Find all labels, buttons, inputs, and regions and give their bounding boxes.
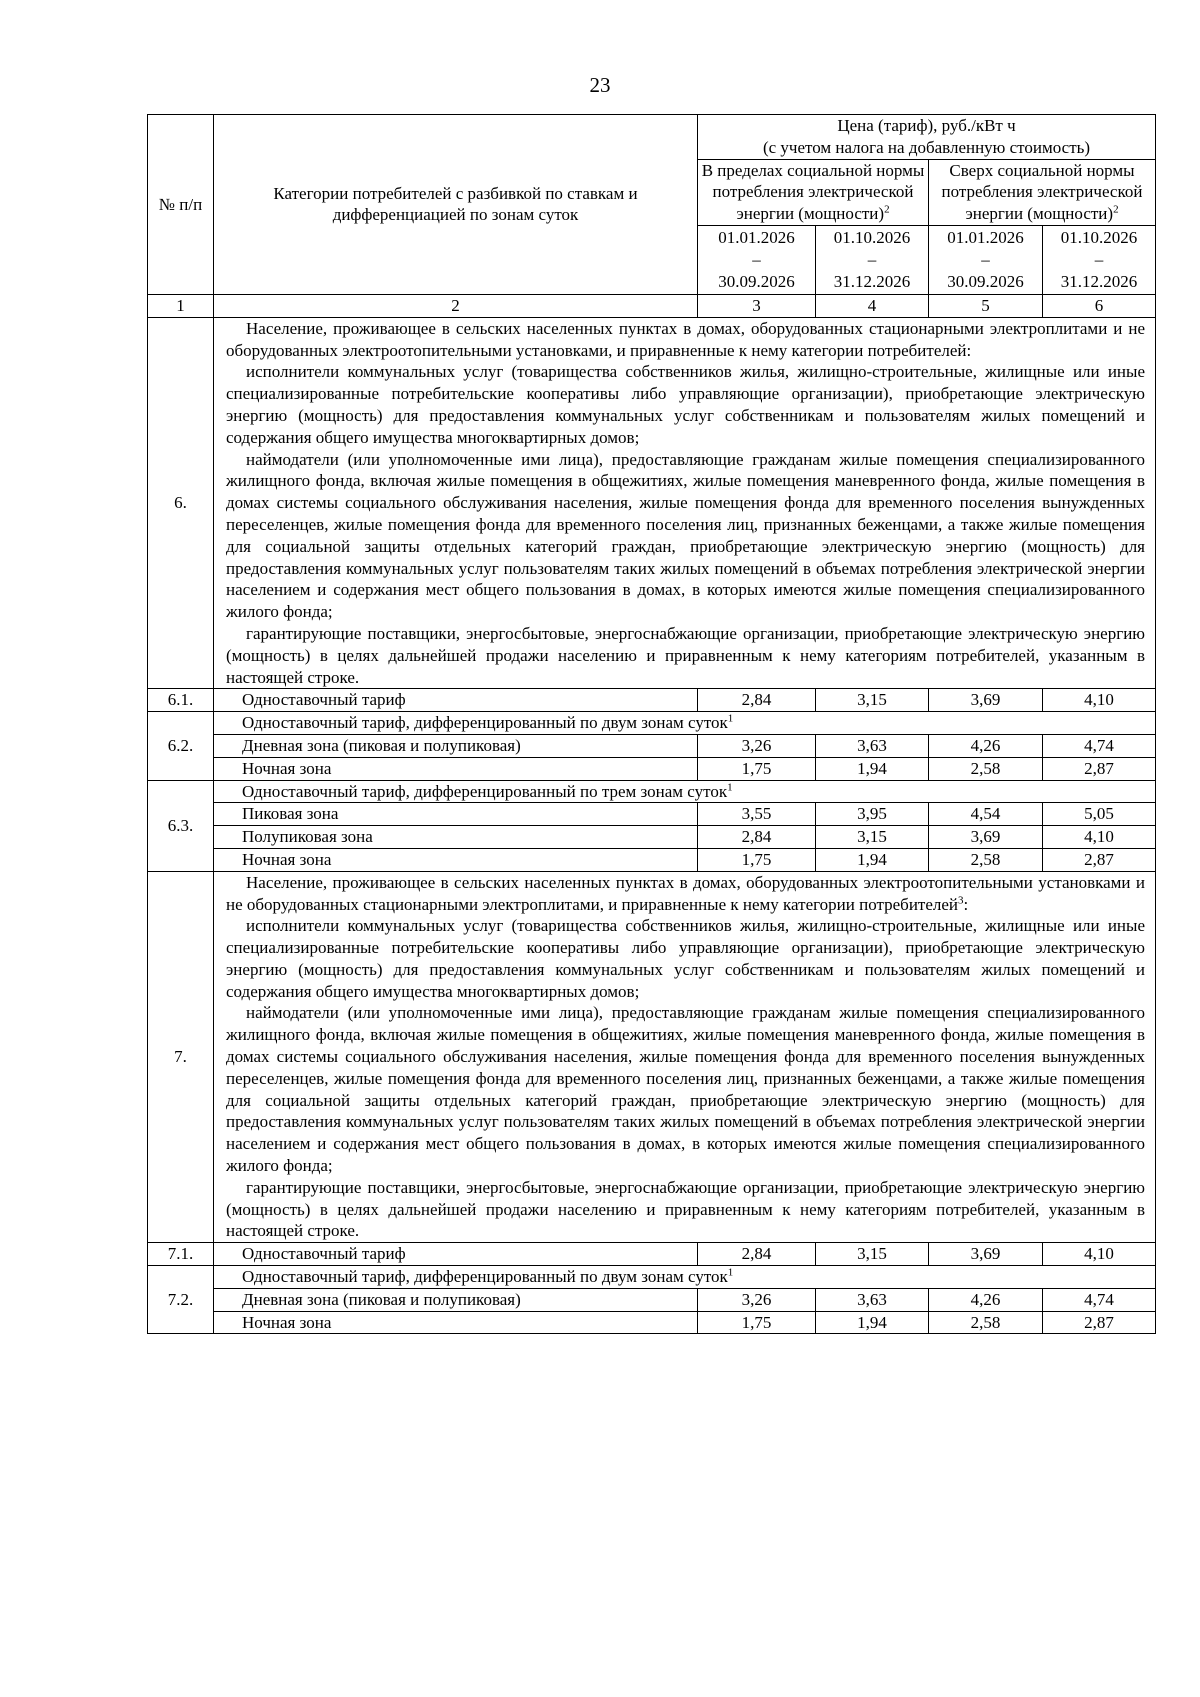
tariff-value: 4,54 [929,803,1043,826]
tariff-value: 3,69 [929,1243,1043,1266]
row-num: 7.2. [148,1266,214,1334]
column-numbers-row [148,294,1156,317]
header-period-1: 01.01.2026 – 30.09.2026 [698,225,816,294]
section-7-paragraph: исполнители коммунальных услуг (товарищества собственников жилья, жилищно-строительные, жилищные или иные специализированные потребительские кооперативы либо управляющие организации), приобретающие электрическую энергию (мощность) для предоставления коммунальных услуг собственникам и пользователям жилых помещений и содержания общего имущества многоквартирных домов; [226,916,1145,1001]
tariff-value: 1,94 [816,848,929,871]
tariff-value: 4,26 [929,1288,1043,1311]
section-6-paragraph: исполнители коммунальных услуг (товарищества собственников жилья, жилищно-строительные, жилищные или иные специализированные потребительские кооперативы либо управляющие организации), приобретающие электрическую энергию (мощность) для предоставления коммунальных услуг собственникам и пользователям жилых помещений и содержания общего имущества многоквартирных домов; [226,362,1145,447]
header-period-2: 01.10.2026 – 31.12.2026 [816,225,929,294]
tariff-value: 1,75 [698,1311,816,1334]
row-7-1 [148,1243,1156,1266]
row-num: 6.1. [148,689,214,712]
row-title: Одноставочный тариф, дифференцированный по трем зонам суток$^1$ [214,780,1156,803]
row-6-3-title [148,780,1156,803]
tariff-value: 4,10 [1043,689,1156,712]
row-6-2-day [148,734,1156,757]
section-7-num: 7. [148,871,214,1243]
tariff-value: 3,26 [698,1288,816,1311]
tariff-value: 4,10 [1043,1243,1156,1266]
tariff-value: 3,15 [816,689,929,712]
column-number: 4 [816,294,929,317]
section-7-paragraph: наймодатели (или уполномоченные ими лица), предоставляющие гражданам жилые помещения специализированного жилищного фонда, включая жилые помещения в общежитиях, жилые помещения маневренного фонда, жилые помещения в домах системы социального обслуживания населения, жилые помещения фонда для временного поселения вынужденных переселенцев, жилые помещения фонда для временного поселения лиц, признанных беженцами, а также жилые помещения для социальной защиты отдельных категорий граждан, приобретающие электрическую энергию (мощность) для предоставления коммунальных услуг пользователям таких жилых помещений в объемах потребления электрической энергии населением и содержания мест общего пользования в домах, в которых имеются жилые помещения специализированного жилого фонда; [226,1003,1145,1176]
row-num: 6.2. [148,712,214,780]
page-number: 23 [589,73,611,97]
tariff-value: 2,84 [698,689,816,712]
column-number: 2 [214,294,698,317]
section-6-description [214,317,1156,689]
column-number: 5 [929,294,1043,317]
tariff-value: 3,63 [816,734,929,757]
tariff-table [147,114,1156,1334]
row-num: 6.3. [148,780,214,871]
row-label: Дневная зона (пиковая и полупиковая) [214,1288,698,1311]
row-label: Ночная зона [214,848,698,871]
tariff-value: 3,15 [816,826,929,849]
header-col-num: № п/п [148,115,214,295]
tariff-value: 2,87 [1043,1311,1156,1334]
tariff-value: 2,87 [1043,848,1156,871]
row-7-2-night [148,1311,1156,1334]
header-period-3: 01.01.2026 – 30.09.2026 [929,225,1043,294]
row-label: Одноставочный тариф [214,1243,698,1266]
tariff-value: 2,84 [698,1243,816,1266]
row-6-2-night [148,757,1156,780]
tariff-value: 2,58 [929,1311,1043,1334]
header-row-price [148,115,1156,160]
header-price-subtitle: (с учетом налога на добавленную стоимость) [762,137,1091,157]
row-label: Пиковая зона [214,803,698,826]
tariff-value: 4,10 [1043,826,1156,849]
header-col-category: Категории потребителей с разбивкой по ставкам и дифференциацией по зонам суток [214,115,698,295]
row-6-1 [148,689,1156,712]
tariff-value: 3,63 [816,1288,929,1311]
tariff-value: 5,05 [1043,803,1156,826]
row-title: Одноставочный тариф, дифференцированный по двум зонам суток$^1$ [214,712,1156,735]
row-title: Одноставочный тариф, дифференцированный по двум зонам суток$^1$ [214,1266,1156,1289]
tariff-value: 4,74 [1043,734,1156,757]
row-6-3-semi [148,826,1156,849]
row-label: Ночная зона [214,757,698,780]
section-7-description [214,871,1156,1243]
row-label: Полупиковая зона [214,826,698,849]
header-price-title: Цена (тариф), руб./кВт ч [837,116,1016,135]
header-within-norm: В пределах социальной нормы потребления электрической энергии (мощности)$^2$ [698,159,929,225]
tariff-value: 2,58 [929,848,1043,871]
tariff-value: 3,55 [698,803,816,826]
tariff-value: 1,94 [816,1311,929,1334]
tariff-value: 3,15 [816,1243,929,1266]
row-6-3-peak [148,803,1156,826]
column-number: 6 [1043,294,1156,317]
tariff-value: 1,75 [698,757,816,780]
tariff-value: 1,94 [816,757,929,780]
tariff-value: 3,95 [816,803,929,826]
row-7-2-title [148,1266,1156,1289]
column-number: 1 [148,294,214,317]
section-6-row [148,317,1156,689]
tariff-value: 2,58 [929,757,1043,780]
tariff-value: 1,75 [698,848,816,871]
row-label: Одноставочный тариф [214,689,698,712]
row-6-2-title [148,712,1156,735]
tariff-value: 4,74 [1043,1288,1156,1311]
row-7-2-day [148,1288,1156,1311]
header-period-4: 01.10.2026 – 31.12.2026 [1043,225,1156,294]
header-above-norm: Сверх социальной нормы потребления электрической энергии (мощности)$^2$ [929,159,1156,225]
row-num: 7.1. [148,1243,214,1266]
row-6-3-night [148,848,1156,871]
column-number: 3 [698,294,816,317]
section-6-paragraph: гарантирующие поставщики, энергосбытовые, энергоснабжающие организации, приобретающие электрическую энергию (мощность) в целях дальнейшей продажи населению и приравненным к нему категориям потребителей, указанным в настоящей строке. [226,623,1145,687]
header-price [698,115,1156,160]
tariff-value: 3,26 [698,734,816,757]
tariff-value: 3,69 [929,689,1043,712]
section-6-num: 6. [148,317,214,689]
section-7-paragraph: гарантирующие поставщики, энергосбытовые, энергоснабжающие организации, приобретающие электрическую энергию (мощность) в целях дальнейшей продажи населению и приравненным к нему категориям потребителей, указанным в настоящей строке. [226,1177,1145,1241]
tariff-value: 2,84 [698,826,816,849]
tariff-value: 2,87 [1043,757,1156,780]
section-6-paragraph: Население, проживающее в сельских населенных пунктах в домах, оборудованных стационарными электроплитами и не оборудованных электроотопительными установками, и приравненные к нему категории потребителей: [226,318,1145,360]
section-6-paragraph: наймодатели (или уполномоченные ими лица), предоставляющие гражданам жилые помещения специализированного жилищного фонда, включая жилые помещения в общежитиях, жилые помещения маневренного фонда, жилые помещения в домах системы социального обслуживания населения, жилые помещения фонда для временного поселения вынужденных переселенцев, жилые помещения фонда для временного поселения лиц, признанных беженцами, а также жилые помещения для социальной защиты отдельных категорий граждан, приобретающие электрическую энергию (мощность) для предоставления коммунальных услуг пользователям таких жилых помещений в объемах потребления электрической энергии населением и содержания мест общего пользования в домах, в которых имеются жилые помещения специализированного жилого фонда; [226,449,1145,622]
tariff-value: 3,69 [929,826,1043,849]
tariff-value: 4,26 [929,734,1043,757]
section-7-row [148,871,1156,1243]
section-7-paragraph: Население, проживающее в сельских населенных пунктах в домах, оборудованных электроотопительными установками и не оборудованных стационарными электроплитами, и приравненные к нему категории потребителей$^3$: [226,872,1145,914]
row-label: Ночная зона [214,1311,698,1334]
row-label: Дневная зона (пиковая и полупиковая) [214,734,698,757]
